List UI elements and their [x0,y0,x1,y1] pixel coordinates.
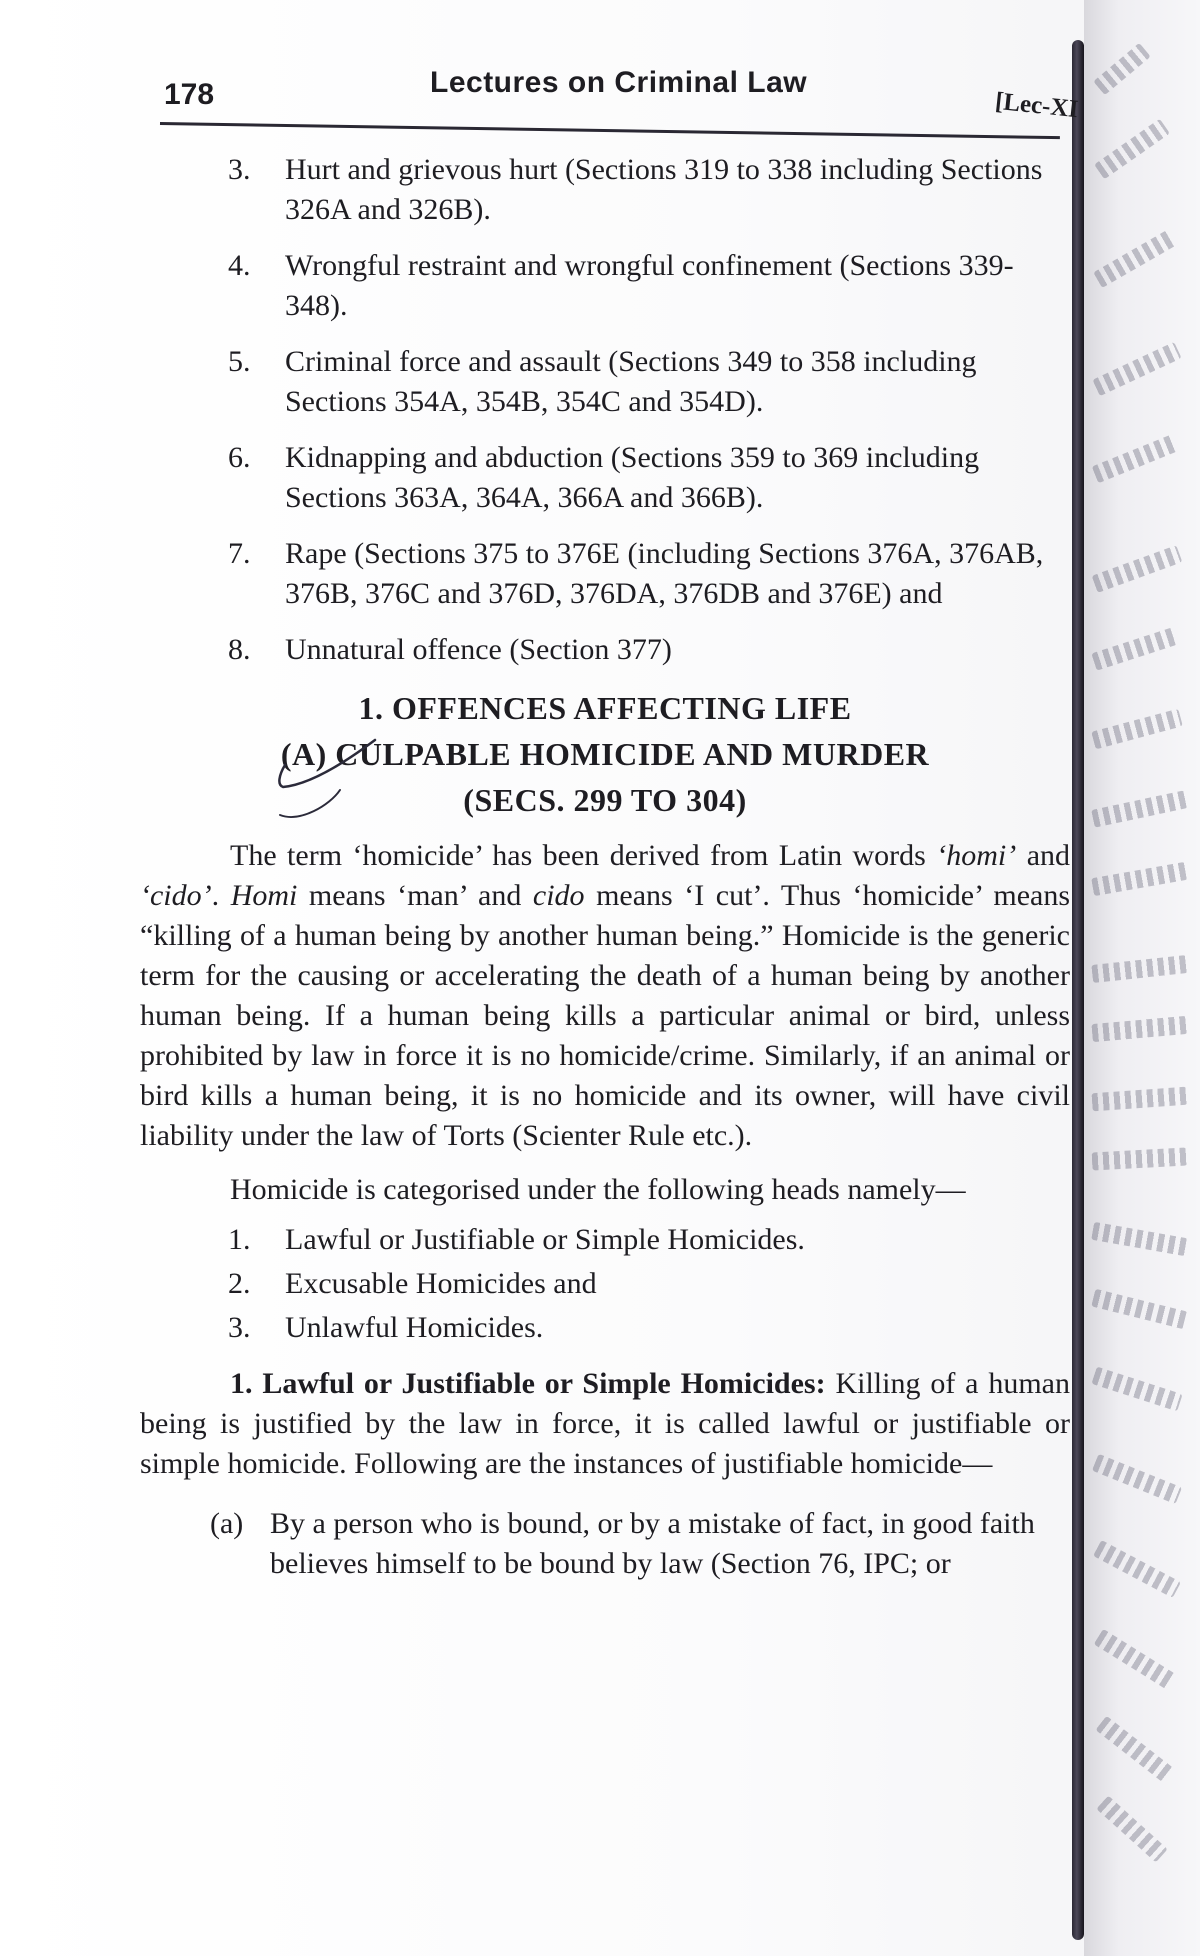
list-item [140,630,1070,670]
adjacent-page-edge [1084,0,1200,1956]
pen-tick-mark [275,735,390,825]
offence-list [140,150,1070,670]
latin-word: ‘cido’ [140,879,212,912]
paragraph-text: and [1026,839,1071,872]
list-item-text: Unnatural offence (Section 377) [285,633,672,666]
list-item-number: 4. [228,249,251,282]
justifiable-instances-list [140,1504,1070,1584]
list-item [140,1504,1070,1584]
subsection-heading: (A) CULPABLE HOMICIDE AND MURDER [280,736,930,772]
list-item-number: 3. [228,1311,251,1344]
list-item-text: Excusable Homicides and [285,1267,597,1300]
section-heading: 1. OFFENCES AFFECTING LIFE [358,690,852,726]
paragraph-text: Killing of a human being is justified by the law in force, it is called lawful or justifiable or simple homicide. Following are the instances of justifiable homicide— [140,1367,1071,1480]
list-item-number: 2. [228,1267,251,1300]
page-body [140,150,1070,1584]
list-item-text: Unlawful Homicides. [285,1311,544,1344]
list-item [140,1262,1070,1306]
list-item-number: 7. [228,537,251,570]
page-header [160,60,1080,130]
list-item-text: By a person who is bound, or by a mistake of fact, in good faith believes himself to be bound by law (Section 76, IPC; or [270,1507,1035,1580]
paragraph-text: The term ‘homicide’ has been derived from Latin words [230,839,926,872]
latin-word: ‘homi’ [936,839,1017,872]
list-item-number: (a) [210,1507,244,1540]
homicide-definition-paragraph [140,836,1070,1156]
homicide-categories-list [140,1218,1070,1350]
lawful-homicide-paragraph [140,1364,1070,1484]
list-item-text: Rape (Sections 375 to 376E (including Sections 376A, 376AB, 376B, 376C and 376D, 376DA, 376DB and 376E) and [285,537,1044,610]
list-item-text: Criminal force and assault (Sections 349 to 358 including Sections 354A, 354B, 354C and 354D). [285,345,977,418]
latin-word: Homi [230,879,298,912]
book-spine [1072,40,1084,1940]
list-item [140,1306,1070,1350]
paragraph-text: . [211,879,220,912]
list-item-number: 8. [228,633,251,666]
list-item-text: Lawful or Justifiable or Simple Homicides. [285,1223,805,1256]
list-item-text: Kidnapping and abduction (Sections 359 to 369 including Sections 363A, 364A, 366A and 366B). [285,441,980,514]
list-item-number: 6. [228,441,251,474]
running-title: Lectures on Criminal Law [430,66,808,99]
list-item [140,1218,1070,1262]
list-item-text: Wrongful restraint and wrongful confinement (Sections 339- 348). [285,249,1014,322]
categories-intro: Homicide is categorised under the following heads namely— [230,1173,966,1206]
latin-word: cido [532,879,585,912]
list-item [140,150,1070,230]
list-item-number: 1. [228,1223,251,1256]
list-item [140,246,1070,326]
chapter-tag: [Lec-XI [993,87,1080,124]
run-in-heading: 1. Lawful or Justifiable or Simple Homicides: [230,1367,826,1400]
list-item [140,534,1070,614]
paragraph-text: means ‘I cut’. Thus ‘homicide’ means “killing of a human being by another human being.” Homicide is the generic term for the causing or accelerating the death of a human being by another human being. If a human being kills a particular animal or bird, unless prohibited by law in force it is no homicide/crime. Similarly, if an animal or bird kills a human being, it is no homicide and its owner, will have civil liability under the law of Torts (Scienter Rule etc.). [140,879,1071,1152]
list-item [140,342,1070,422]
list-item [140,438,1070,518]
list-item-number: 3. [228,153,251,186]
page-number: 178 [164,78,215,111]
list-item-text: Hurt and grievous hurt (Sections 319 to 338 including Sections 326A and 326B). [285,153,1043,226]
sections-range-heading: (SECS. 299 TO 304) [463,782,747,818]
list-item-number: 5. [228,345,251,378]
paragraph-text: means ‘man’ and [308,879,522,912]
